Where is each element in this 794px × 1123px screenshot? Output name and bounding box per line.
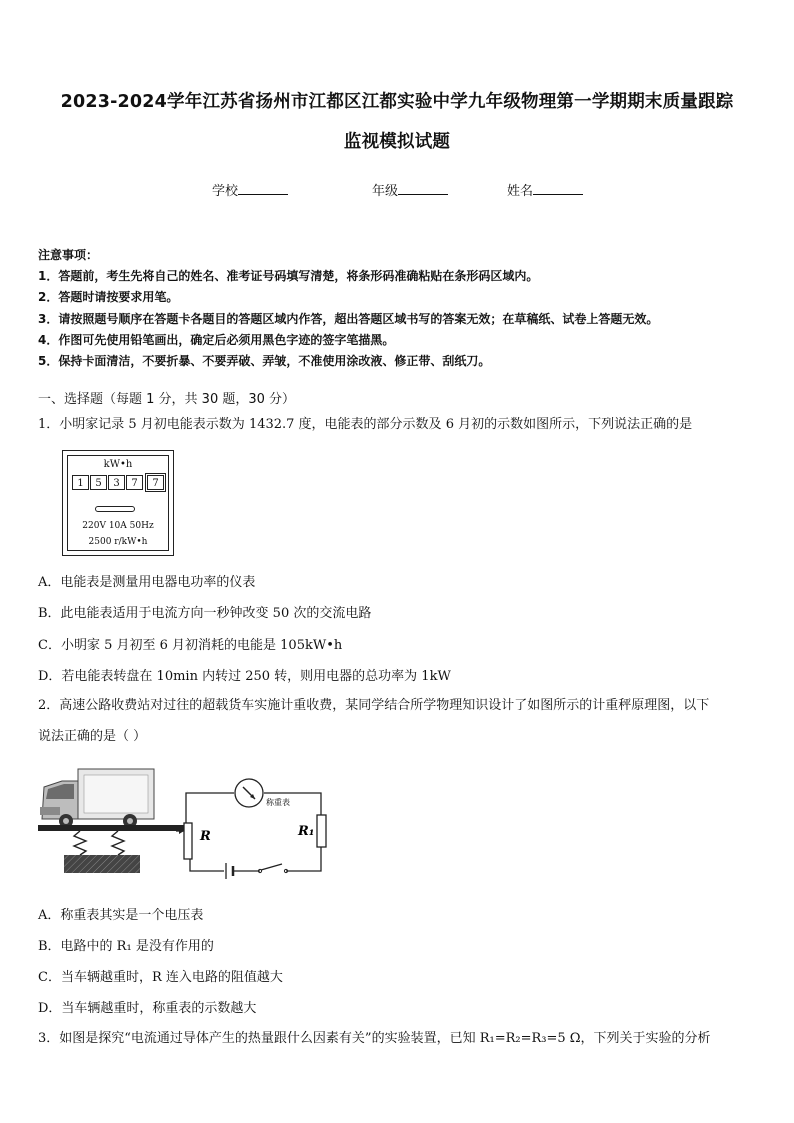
meter-digit-decimal: 7 [147,475,164,490]
q2-option-b: B．电路中的 R₁ 是没有作用的 [38,939,214,954]
meter-rev-constant: 2500 r/kW•h [88,537,148,547]
switch-lever [261,864,282,870]
meter-digit: 5 [90,475,107,490]
section-heading: 一、选择题（每题 1 分，共 30 题，30 分） [38,392,296,407]
rheostat-r [184,823,192,859]
meter-digits [72,475,165,490]
school-field [212,180,288,199]
notice-item: 5．保持卡面清洁，不要折暴、不要弄破、弄皱，不准使用涂改液、修正带、刮纸刀。 [38,354,491,369]
grade-blank [398,182,448,195]
q1-option-d: D．若电能表转盘在 10min 内转过 250 转，则用电器的总功率为 1kW [38,669,451,684]
truck-illustration [40,769,154,828]
q1-option-a: A．电能表是测量用电器电功率的仪表 [38,575,256,590]
wire-top [186,793,234,823]
page-title: 2023-2024学年江苏省扬州市江都区江都实验中学九年级物理第一学期期末质量跟踪 [60,92,734,112]
q2-option-d: D．当车辆越重时，称重表的示数越大 [38,1001,257,1016]
platform-bar [38,825,186,831]
notice-item: 3．请按照题号顺序在答题卡各题目的答题区域内作答，超出答题区域书写的答案无效；在草稿纸、试卷上答题无效。 [38,311,659,326]
wire-left [190,859,224,871]
weighing-circuit-figure [38,765,338,885]
r1-label: R₁ [298,824,315,839]
spring-right [112,831,124,855]
question-2-stem: 2．高速公路收费站对过往的超载货车实施计重收费，某同学结合所学物理知识设计了如图所示的计重秤原理图，以下 [38,698,710,713]
grade-label: 年级 [372,184,399,199]
name-label: 姓名 [507,184,534,199]
meter-digit: 3 [108,475,125,490]
resistor-r1 [317,815,326,847]
notice-item: 4．作图可先使用铅笔画出，确定后必须用黑色字迹的签字笔描黑。 [38,332,395,347]
school-blank [238,182,288,195]
question-3-stem: 3．如图是探究“电流通过导体产生的热量跟什么因素有关”的实验装置，已知 R₁=R₂=R₃=5 Ω，下列关于实验的分析 [38,1031,711,1046]
q1-option-c: C．小明家 5 月初至 6 月初消耗的电能是 105kW•h [38,638,343,653]
meter-disc-slot [95,506,135,512]
meter-digit: 7 [126,475,143,490]
energy-meter-figure [62,450,174,556]
q2-option-c: C．当车辆越重时，R 连入电路的阻值越大 [38,970,283,985]
school-label: 学校 [212,184,239,199]
question-2-stem-line-2: 说法正确的是（ ） [38,729,147,744]
scale-meter-label: 称重表 [266,798,290,807]
meter-unit: kW•h [103,459,133,470]
q2-option-a: A．称重表其实是一个电压表 [38,908,204,923]
q1-option-b: B．此电能表适用于电流方向一秒钟改变 50 次的交流电路 [38,606,372,621]
notice-block [38,245,658,372]
notice-heading: 注意事项： [38,248,99,262]
spring-left [74,831,86,855]
meter-digit: 1 [72,475,89,490]
name-field [507,180,583,199]
grade-field [372,180,448,199]
notice-item: 1．答题前，考生先将自己的姓名、准考证号码填写清楚，将条形码准确粘贴在条形码区域内。 [38,269,539,284]
meter-spec: 220V 10A 50Hz [82,521,154,531]
r-label: R [200,829,211,844]
name-blank [533,182,583,195]
question-1-stem: 1．小明家记录 5 月初电能表示数为 1432.7 度，电能表的部分示数及 6 月初的示数如图所示，下列说法正确的是 [38,417,693,432]
notice-item: 2．答题时请按要求用笔。 [38,290,179,305]
wire-right [286,847,321,871]
page-title-line-2: 监视模拟试题 [343,132,451,152]
